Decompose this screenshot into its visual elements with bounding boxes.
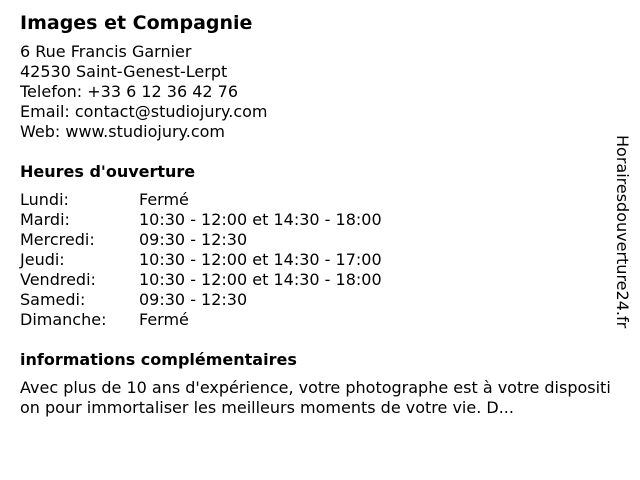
day-label: Lundi: xyxy=(20,190,69,209)
site-watermark-label: Horairesdouverture24.fr xyxy=(613,135,632,329)
day-hours: 09:30 - 12:30 xyxy=(139,290,248,309)
hours-row-thursday xyxy=(20,250,615,270)
day-label: Samedi: xyxy=(20,290,86,309)
day-hours: 10:30 - 12:00 et 14:30 - 18:00 xyxy=(139,270,382,289)
street-address: 6 Rue Francis Garnier xyxy=(20,42,192,61)
opening-hours-table xyxy=(20,190,615,330)
day-hours: Fermé xyxy=(139,310,189,329)
day-hours: 09:30 - 12:30 xyxy=(139,230,248,249)
hours-row-friday xyxy=(20,270,615,290)
contact-block xyxy=(20,42,615,142)
hours-row-monday xyxy=(20,190,615,210)
email-line: Email: contact@studiojury.com xyxy=(20,102,268,121)
day-label: Mardi: xyxy=(20,210,70,229)
hours-row-wednesday xyxy=(20,230,615,250)
hours-row-saturday xyxy=(20,290,615,310)
city-address: 42530 Saint-Genest-Lerpt xyxy=(20,62,228,81)
day-label: Vendredi: xyxy=(20,270,96,289)
additional-info-heading: informations complémentaires xyxy=(20,350,297,369)
hours-row-tuesday xyxy=(20,210,615,230)
day-label: Jeudi: xyxy=(20,250,65,269)
phone-line: Telefon: +33 6 12 36 42 76 xyxy=(20,82,239,101)
business-card xyxy=(20,10,615,418)
day-label: Dimanche: xyxy=(20,310,107,329)
hours-row-sunday xyxy=(20,310,615,330)
day-hours: 10:30 - 12:00 et 14:30 - 18:00 xyxy=(139,210,382,229)
web-line: Web: www.studiojury.com xyxy=(20,122,225,141)
business-name: Images et Compagnie xyxy=(20,12,253,34)
day-label: Mercredi: xyxy=(20,230,95,249)
additional-info-text: Avec plus de 10 ans d'expérience, votre photographe est à votre disposition pour immortaliser les meilleurs moments de votre vie. D... xyxy=(20,378,611,417)
day-hours: 10:30 - 12:00 et 14:30 - 17:00 xyxy=(139,250,382,269)
opening-hours-heading: Heures d'ouverture xyxy=(20,162,196,181)
day-hours: Fermé xyxy=(139,190,189,209)
